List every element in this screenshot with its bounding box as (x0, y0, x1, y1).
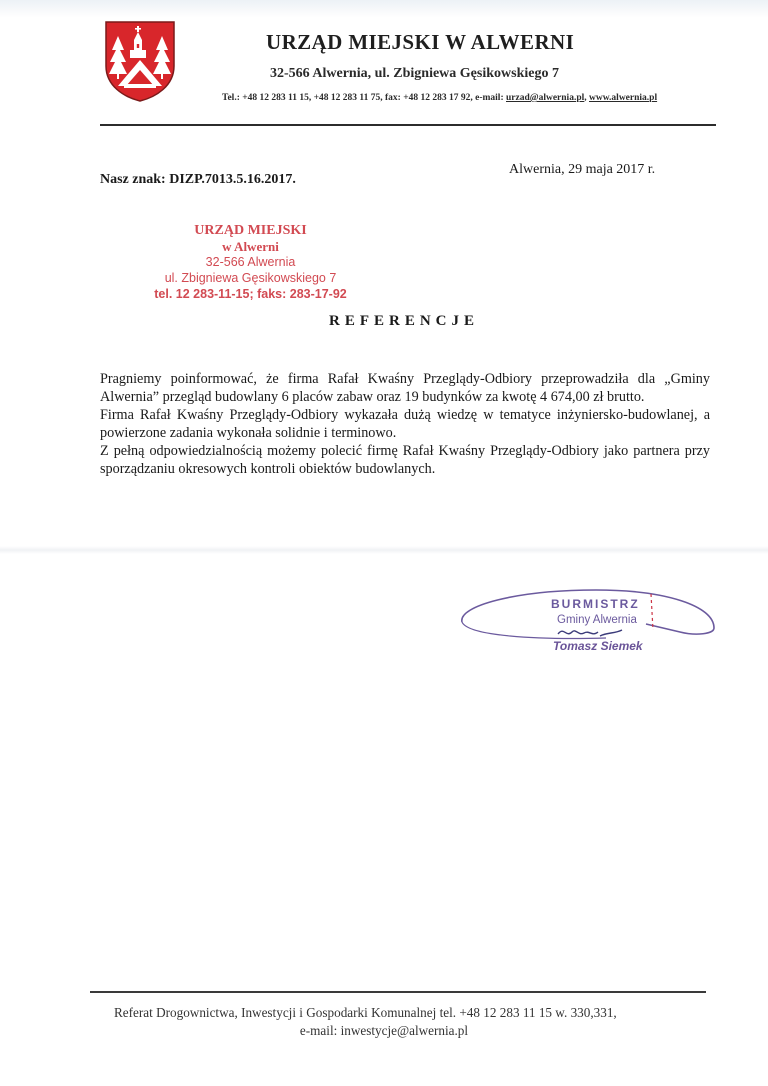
signature-title: BURMISTRZ (551, 597, 640, 611)
header-divider (100, 124, 716, 126)
body-paragraph-2: Firma Rafał Kwaśny Przeglądy-Odbiory wykazała dużą wiedzę w tematyce inżyniersko-budowlanej, a powierzone zadania wykonała solidnie i terminowo. (100, 407, 710, 441)
contact-separator: , (584, 93, 589, 103)
reference-number: Nasz znak: DIZP.7013.5.16.2017. (100, 172, 296, 187)
body-paragraph-1: Pragniemy poinformować, że firma Rafał Kwaśny Przeglądy-Odbiory przeprowadziła dla „Gminy Alwernia” przegląd budowlany 6 placów zabaw oraz 19 budynków za kwotę 4 674,00 zł brutto. (100, 371, 710, 405)
document-title: REFERENCJE (328, 313, 479, 329)
scan-band (0, 546, 768, 554)
scan-edge (0, 0, 768, 18)
stamp-line-4: ul. Zbigniewa Gęsikowskiego 7 (164, 271, 337, 285)
handwritten-signature-icon (556, 624, 626, 640)
coat-of-arms-icon (104, 20, 176, 102)
contact-phones: Tel.: +48 12 283 11 15, +48 12 283 11 75, fax: +48 12 283 17 92, e-mail: (222, 93, 506, 103)
stamp-line-1: URZĄD MIEJSKI (194, 223, 307, 238)
office-contact (222, 93, 657, 103)
website-link[interactable]: www.alwernia.pl (589, 93, 658, 103)
stamp-line-5: tel. 12 283-11-15; faks: 283-17-92 (154, 287, 347, 301)
letter-body (100, 370, 710, 478)
signature-subtitle: Gminy Alwernia (557, 614, 637, 626)
stamp-line-3: 32-566 Alwernia (205, 255, 296, 269)
footer-email: e-mail: inwestycje@alwernia.pl (299, 1023, 469, 1038)
signatory-name: Tomasz Siemek (553, 639, 643, 653)
body-paragraph-3: Z pełną odpowiedzialnością możemy polecić firmę Rafał Kwaśny Przeglądy-Odbiory jako partnera przy sporządzaniu okresowych kontroli obiektów budowlanych. (100, 443, 710, 477)
place-date: Alwernia, 29 maja 2017 r. (509, 162, 656, 177)
footer-department: Referat Drogownictwa, Inwestycji i Gospodarki Komunalnej tel. +48 12 283 11 15 w. 330,331, (114, 1005, 617, 1020)
mayor-signature-stamp (456, 584, 718, 654)
office-address: 32-566 Alwernia, ul. Zbigniewa Gęsikowskiego 7 (270, 66, 559, 81)
email-link[interactable]: urzad@alwernia.pl (506, 93, 585, 103)
office-name: URZĄD MIEJSKI W ALWERNI (266, 30, 575, 54)
stamp-line-2: w Alwerni (222, 239, 279, 254)
footer-divider (90, 991, 706, 993)
office-stamp (133, 222, 368, 302)
